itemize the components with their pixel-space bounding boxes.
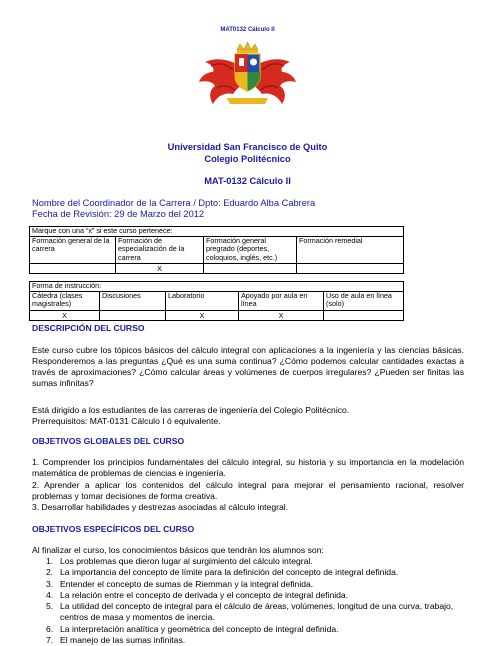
instruction-mark-cell: X	[30, 311, 100, 320]
instruction-mark-cell	[100, 311, 166, 320]
course-title: MAT-0132 Cálculo II	[204, 176, 291, 186]
global-objective-item: 3. Desarrollar habilidades y destrezas asociadas al cálculo integral.	[32, 502, 289, 512]
global-objective-item: 1. Comprender los principios fundamentales del cálculo integral, su historia y su importancia en la modelación matemática de problemas de ciencias e ingeniería.	[32, 457, 464, 479]
instruction-header-cell: Laboratorio	[166, 292, 239, 310]
list-item-number: 3.	[46, 578, 54, 589]
specific-objectives-list	[46, 556, 466, 646]
global-objectives-heading: OBJETIVOS GLOBALES DEL CURSO	[32, 436, 185, 446]
list-item-number: 1.	[46, 556, 54, 566]
prerequisites-line: Prerrequisitos: MAT-0131 Cálculo I ó equivalente.	[32, 416, 221, 426]
list-item-text: La importancia del concepto de límite para la definición del concepto de integral definida.	[60, 567, 399, 578]
list-item	[46, 601, 466, 624]
university-crest-logo	[197, 42, 298, 110]
course-type-header-cell: Formación general de la carrera	[30, 237, 116, 263]
specific-objectives-intro: Al finalizar el curso, los conocimientos básicos que tendrán los alumnos son:	[32, 545, 324, 555]
instruction-header-cell: Apoyado por aula en línea	[239, 292, 324, 310]
instruction-header-cell: Discusiones	[100, 292, 166, 310]
instruction-header-cell: Cátedra (clases magistrales)	[30, 292, 100, 310]
list-item-text: Entender el concepto de sumas de Riemman y la integral definida.	[60, 578, 314, 589]
course-type-table	[29, 226, 404, 274]
coordinator-line: Nombre del Coordinador de la Carrera / Dpto: Eduardo Alba Cabrera	[32, 198, 316, 208]
list-item	[46, 567, 466, 578]
list-item-number: 6.	[46, 623, 54, 634]
list-item	[46, 590, 466, 601]
list-item-number: 4.	[46, 589, 54, 600]
instruction-mark-cell: X	[239, 311, 324, 320]
list-item-text: Los problemas que dieron lugar al surgimiento del cálculo integral.	[60, 556, 313, 566]
instruction-caption: Forma de instrucción:	[30, 282, 403, 292]
list-item-number: 7.	[46, 635, 54, 646]
course-type-header-cell: Formación general pregrado (deportes, coloquios, inglés, etc.)	[204, 237, 297, 263]
specific-objectives-heading: OBJETIVOS ESPECÍFICOS DEL CURSO	[32, 524, 195, 534]
instruction-table	[29, 281, 404, 321]
university-name: Universidad San Francisco de Quito	[167, 142, 328, 152]
course-type-header-cell: Formación de especialización de la carrera	[116, 237, 204, 263]
list-item-number: 5.	[46, 601, 54, 612]
list-item-text: El manejo de las sumas infinitas.	[60, 635, 186, 646]
course-type-header-cell: Formación remedial	[299, 236, 363, 245]
list-item	[46, 556, 466, 567]
instruction-header-cell: Uso de aula en línea (solo)	[326, 291, 392, 309]
course-type-mark-cell	[30, 264, 116, 273]
list-item-text: La utilidad del concepto de integral para el cálculo de áreas, volúmenes, longitud de una curva, trabajo, centros de masa y momentos de inercia.	[60, 601, 454, 623]
list-item-text: La interpretación analítica y geométrica del concepto de integral definida.	[60, 623, 339, 634]
list-item-text: La relación entre el concepto de derivada y el concepto de integral definida.	[60, 589, 349, 600]
course-type-mark-cell	[204, 264, 297, 273]
course-type-caption: Marque con una “x” si este curso pertenece:	[30, 227, 403, 237]
list-item	[46, 624, 466, 635]
instruction-mark-cell	[324, 311, 403, 320]
list-item	[46, 635, 466, 646]
instruction-mark-cell: X	[166, 311, 239, 320]
list-item-number: 2.	[46, 567, 54, 578]
global-objective-item: 2. Aprender a aplicar los contenidos del cálculo integral para mejorar el pensamiento racional, resolver problemas y tomar decisiones de forma creativa.	[32, 480, 464, 502]
description-paragraph: Este curso cubre los tópicos básicos del cálculo integral con aplicaciones a la ingeniería y las ciencias básicas. Responderemos a las preguntas ¿Qué es una suma continua? ¿Cómo podemos calcular cantidades exactas a través de aproximaciones? ¿Cómo calcular áreas y volúmenes de cuerpos irregulares? ¿Pueden ser finitas las sumas infinitas?	[32, 345, 464, 389]
list-item	[46, 579, 466, 590]
college-name: Colegio Politécnico	[204, 154, 291, 164]
course-type-mark-cell: X	[116, 264, 204, 273]
audience-line: Está dirigido a los estudiantes de las carreras de ingeniería del Colegio Politécnico.	[32, 405, 350, 415]
revision-date-line: Fecha de Revisión: 29 de Marzo del 2012	[32, 209, 205, 219]
description-heading: DESCRIPCIÓN DEL CURSO	[32, 323, 145, 333]
header-course-code: MAT0132 Cálculo II	[220, 27, 275, 33]
course-type-mark-cell	[297, 264, 403, 273]
